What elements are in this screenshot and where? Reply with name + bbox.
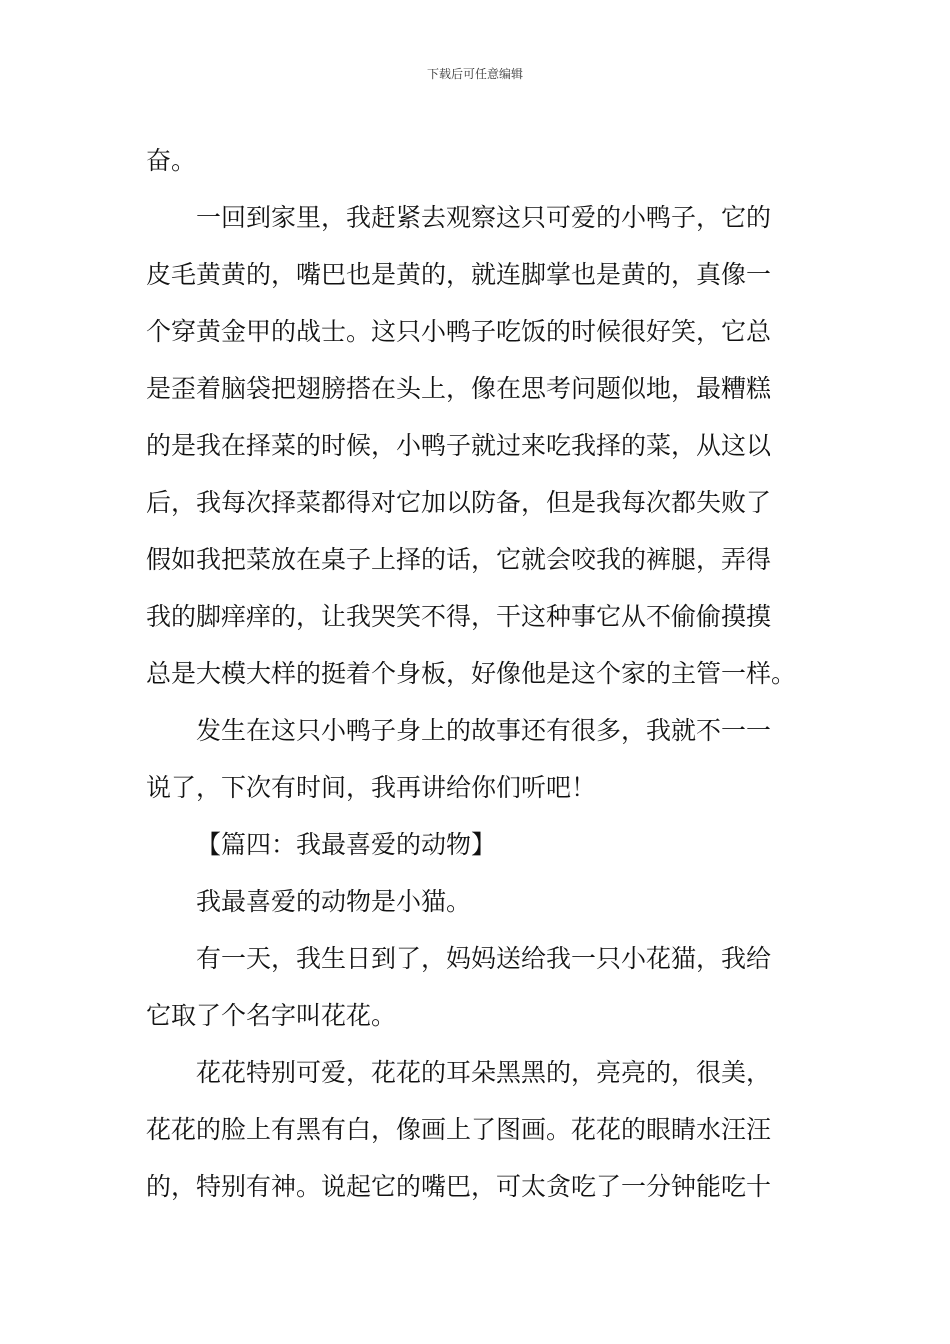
text-line: 一回到家里，我赶紧去观察这只可爱的小鸭子，它的 [196,203,772,232]
text-line: 发生在这只小鸭子身上的故事还有很多，我就不一一 [196,716,772,745]
text-line: 奋。 [146,146,197,175]
text-line: 花花特别可爱，花花的耳朵黑黑的，亮亮的，很美， [196,1058,772,1087]
text-line: 它取了个名字叫花花。 [146,1001,397,1030]
text-line: 的，特别有神。说起它的嘴巴，可太贪吃了一分钟能吃十 [146,1172,772,1201]
text-line: 说了，下次有时间，我再讲给你们听吧！ [146,773,597,802]
text-line: 总是大模大样的挺着个身板，好像他是这个家的主管一样。 [146,659,797,688]
text-line: 有一天，我生日到了，妈妈送给我一只小花猫，我给 [196,944,772,973]
text-line: 个穿黄金甲的战士。这只小鸭子吃饭的时候很好笑，它总 [146,317,772,346]
text-line: 假如我把菜放在桌子上择的话，它就会咬我的裤腿，弄得 [146,545,772,574]
document-body [146,132,806,1215]
page-header: 下载后可任意编辑 [426,67,523,81]
text-line: 后，我每次择菜都得对它加以防备，但是我每次都失败了 [146,488,772,517]
text-line: 皮毛黄黄的，嘴巴也是黄的，就连脚掌也是黄的，真像一 [146,260,772,289]
text-line: 我的脚痒痒的，让我哭笑不得，干这种事它从不偷偷摸摸 [146,602,772,631]
text-line: 是歪着脑袋把翅膀搭在头上，像在思考问题似地，最糟糕 [146,374,772,403]
text-line: 的是我在择菜的时候，小鸭子就过来吃我择的菜，从这以 [146,431,772,460]
section-heading: 【篇四：我最喜爱的动物】 [196,830,497,859]
text-line: 我最喜爱的动物是小猫。 [196,887,472,916]
text-line: 花花的脸上有黑有白，像画上了图画。花花的眼睛水汪汪 [146,1115,772,1144]
